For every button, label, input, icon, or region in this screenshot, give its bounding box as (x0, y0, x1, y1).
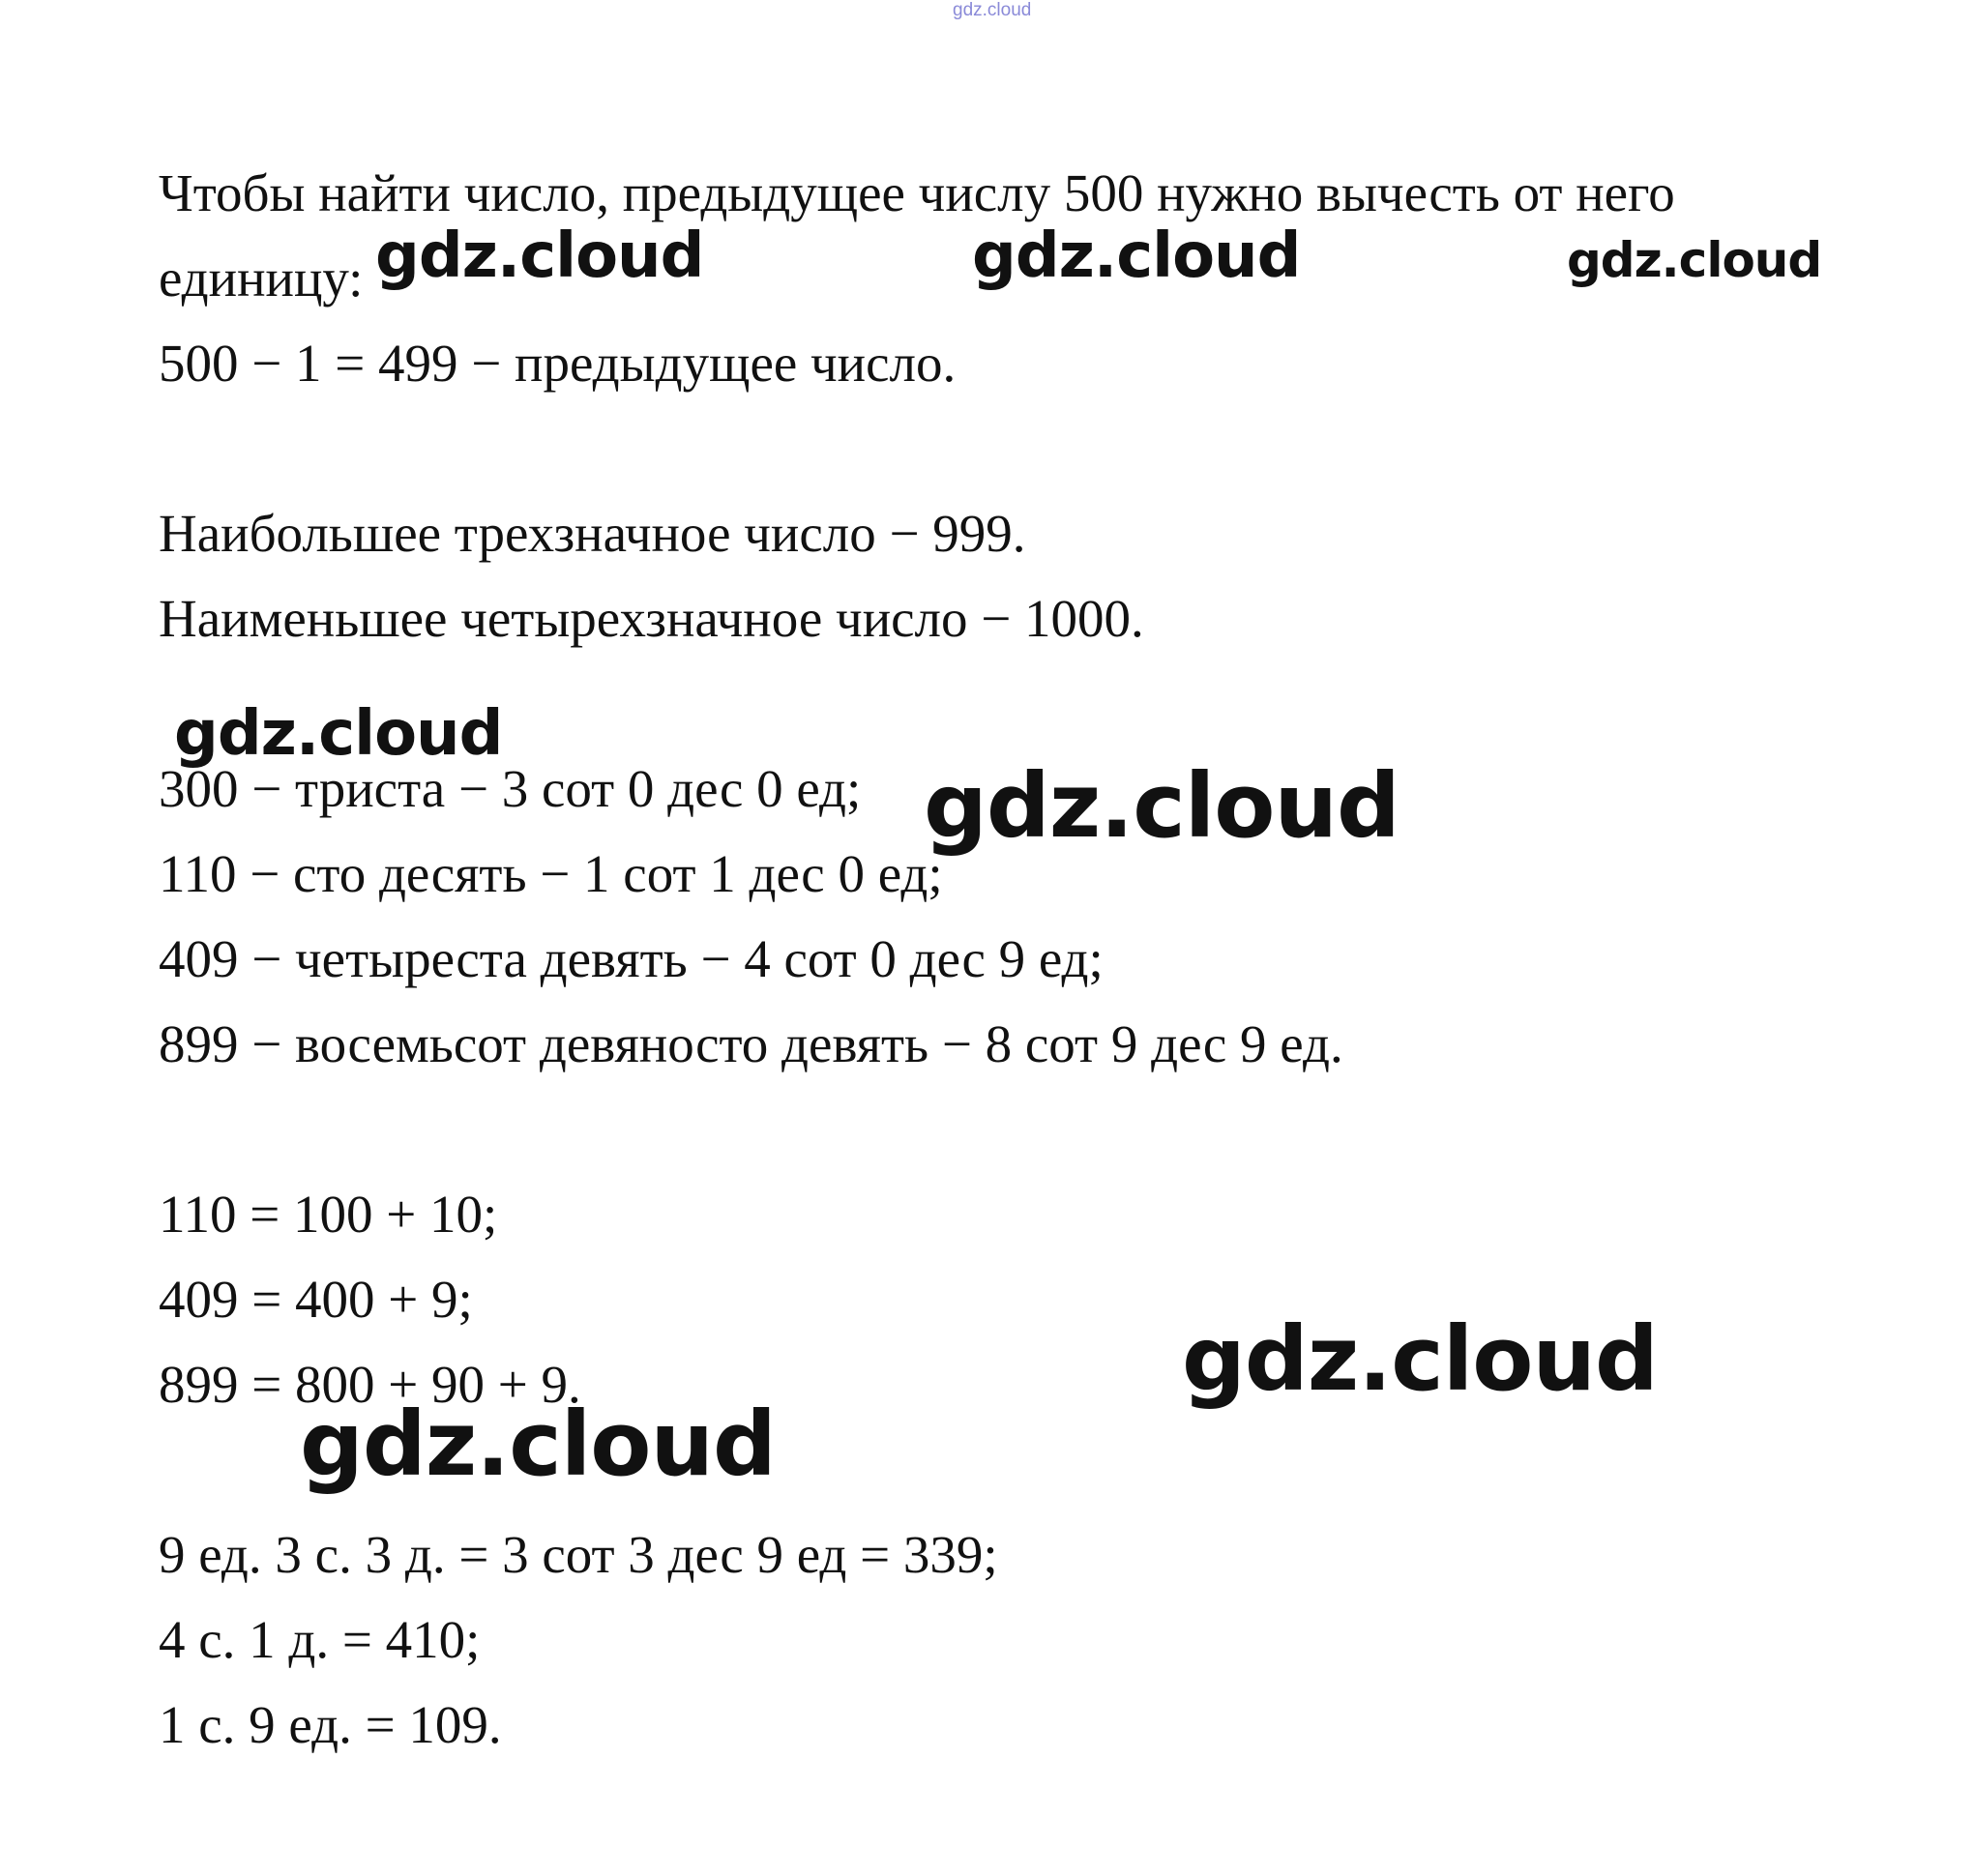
watermark: gdz.cloud (1567, 232, 1822, 288)
text-line: 1 с. 9 ед. = 109. (159, 1695, 502, 1754)
watermark: gdz.cloud (375, 220, 704, 292)
text-line: 409 − четыреста девять − 4 сот 0 дес 9 ед; (159, 929, 1104, 988)
text-line: 899 = 800 + 90 + 9. (159, 1355, 581, 1414)
site-mark: gdz.cloud (953, 0, 1032, 20)
text-line: 899 − восемьсот девяносто девять − 8 сот 9 дес 9 ед. (159, 1014, 1343, 1073)
text-line: Наибольшее трехзначное число − 999. (159, 504, 1026, 563)
text-line: 409 = 400 + 9; (159, 1270, 473, 1329)
text-line: 9 ед. 3 с. 3 д. = 3 сот 3 дес 9 ед = 339; (159, 1525, 998, 1584)
watermark: gdz.cloud (1182, 1307, 1658, 1411)
watermark: gdz.cloud (300, 1392, 776, 1496)
text-line: единицу: (159, 249, 364, 308)
text-line: 110 = 100 + 10; (159, 1185, 498, 1244)
text-line: 500 − 1 = 499 − предыдущее число. (159, 334, 957, 393)
text-line: Наименьшее четырехзначное число − 1000. (159, 589, 1144, 648)
watermark: gdz.cloud (174, 698, 503, 770)
watermark: gdz.cloud (972, 220, 1301, 292)
text-line: 4 с. 1 д. = 410; (159, 1610, 481, 1669)
text-line: 110 − сто десять − 1 сот 1 дес 0 ед; (159, 844, 943, 903)
watermark: gdz.cloud (924, 754, 1399, 858)
text-line: 300 − триста − 3 сот 0 дес 0 ед; (159, 759, 862, 818)
text-line: Чтобы найти число, предыдущее числу 500 нужно вычесть от него (159, 163, 1675, 222)
